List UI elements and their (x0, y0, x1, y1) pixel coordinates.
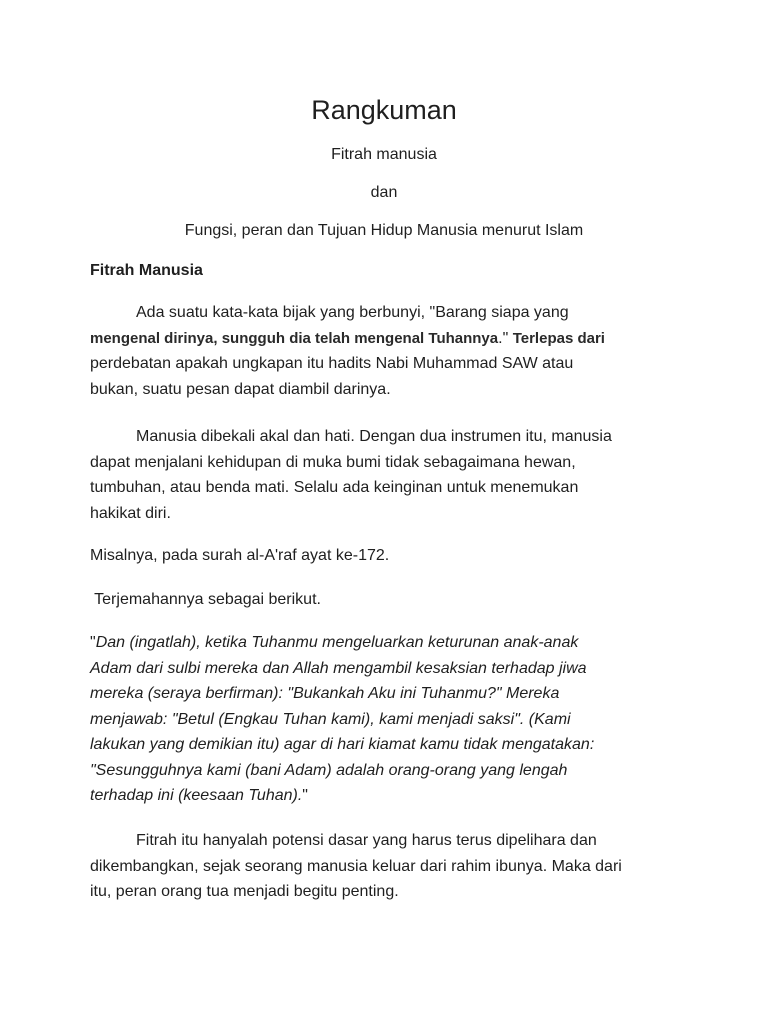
section-heading: Fitrah Manusia (90, 262, 203, 279)
p4-line: Terjemahannya sebagai berikut. (90, 591, 321, 608)
quote-line-5: lakukan yang demikian itu) agar di hari kiamat kamu tidak mengatakan: (90, 736, 595, 753)
quote-line-6: "Sesungguhnya kami (bani Adam) adalah orang-orang yang lengah (90, 761, 568, 779)
p1-bold-terlepas: Terlepas dari (512, 329, 605, 347)
p1-line-2 (90, 326, 670, 352)
p1-line-4: bukan, suatu pesan dapat diambil darinya. (90, 380, 391, 398)
subtitle-dan: dan (370, 184, 398, 201)
p2-line-2: dapat menjalani kehidupan di muka bumi tidak sebagaimana hewan, (90, 453, 576, 471)
quote-close-mark: " (302, 787, 308, 804)
quote-line-3: mereka (seraya berfirman): "Bukankah Aku ini Tuhanmu?" Mereka (90, 685, 560, 702)
p6-line-3: itu, peran orang tua menjadi begitu penting. (90, 883, 399, 900)
quote-line-1 (90, 630, 670, 656)
paragraph-4 (90, 587, 670, 613)
quote-text-7: terhadap ini (keesaan Tuhan). (90, 787, 303, 804)
p2-line-3: tumbuhan, atau benda mati. Selalu ada keinginan untuk menemukan (90, 479, 579, 496)
paragraph-3 (90, 543, 670, 569)
quote-open-mark: " (90, 634, 96, 651)
p1-line-3: perdebatan apakah ungkapan itu hadits Nabi Muhammad SAW atau (90, 355, 574, 372)
p1-quote-end: ." (498, 329, 513, 347)
p2-line-1: Manusia dibekali akal dan hati. Dengan dua instrumen itu, manusia (136, 428, 612, 445)
paragraph-2 (90, 424, 670, 526)
p6-line-2: dikembangkan, sejak seorang manusia keluar dari rahim ibunya. Maka dari (90, 857, 622, 875)
subtitle-fitrah: Fitrah manusia (331, 146, 437, 163)
paragraph-1 (90, 300, 670, 402)
quote-line-4: menjawab: "Betul (Engkau Tuhan kami), kami menjadi saksi". (Kami (90, 710, 571, 728)
document-title: Rangkuman (311, 95, 457, 125)
p3-line: Misalnya, pada surah al-A'raf ayat ke-172. (90, 547, 390, 564)
subtitle-fungsi: Fungsi, peran dan Tujuan Hidup Manusia menurut Islam (184, 222, 584, 239)
quote-text-1: Dan (ingatlah), ketika Tuhanmu mengeluarkan keturunan anak-anak (95, 634, 579, 651)
p1-line-1: Ada suatu kata-kata bijak yang berbunyi, "Barang siapa yang (136, 304, 569, 321)
paragraph-6 (90, 828, 670, 905)
quote-line-7 (90, 783, 670, 809)
p6-line-1: Fitrah itu hanyalah potensi dasar yang harus terus dipelihara dan (136, 832, 597, 849)
p2-line-4: hakikat diri. (90, 504, 171, 522)
p1-bold-quote: mengenal dirinya, sungguh dia telah mengenal Tuhannya (90, 329, 499, 347)
quote-line-2: Adam dari sulbi mereka dan Allah mengambil kesaksian terhadap jiwa (90, 659, 587, 677)
quote-paragraph (90, 630, 670, 809)
